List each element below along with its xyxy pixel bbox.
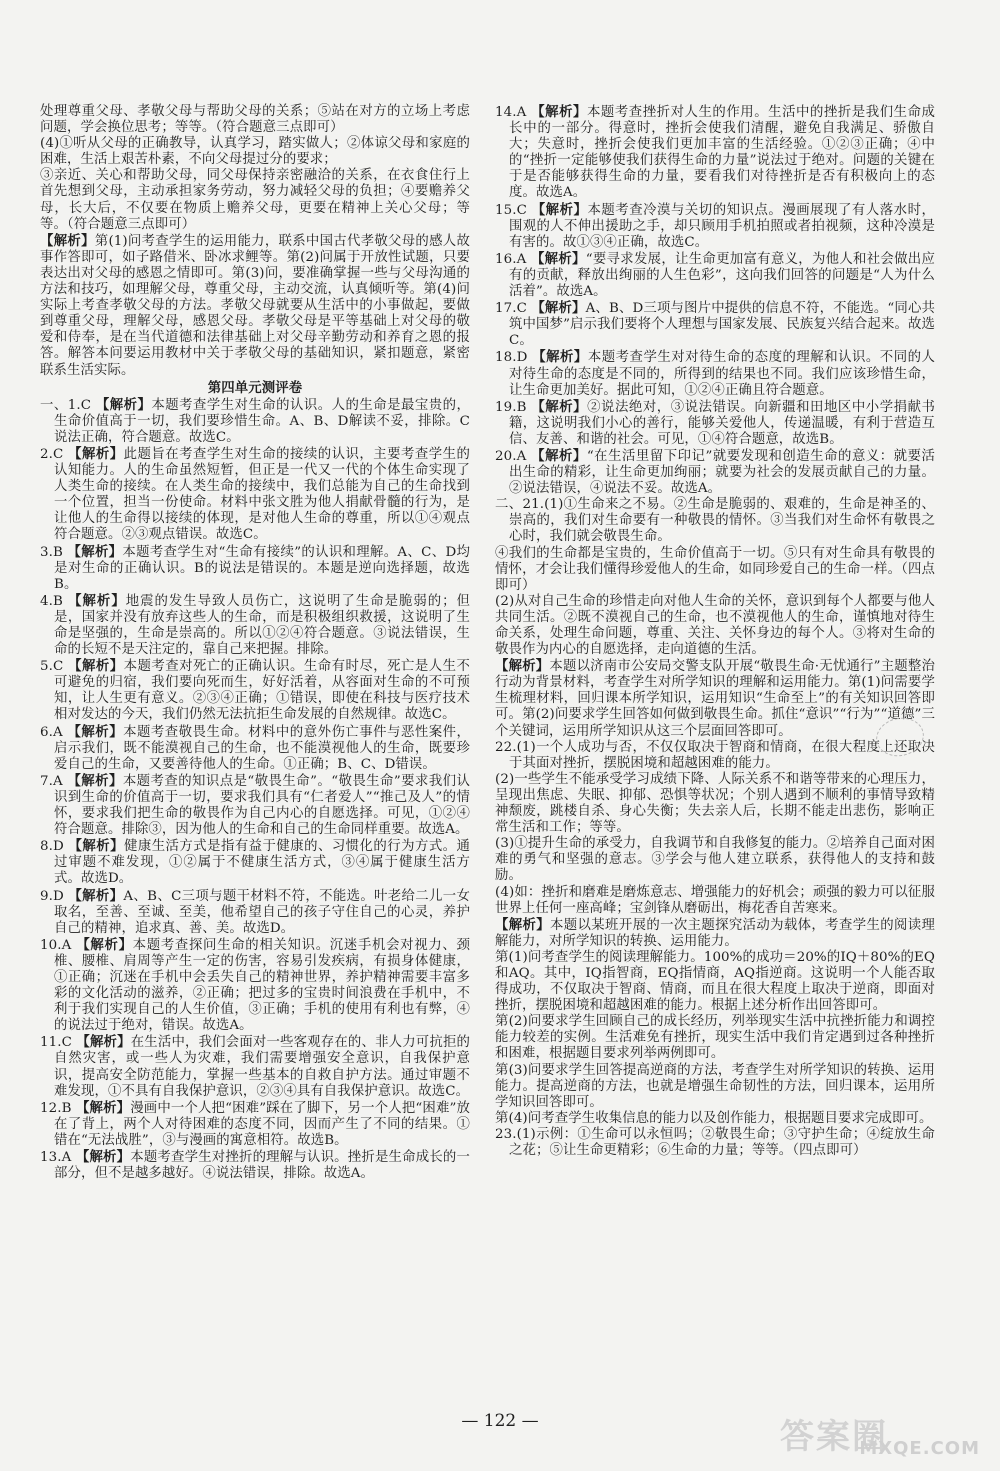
answer-number: 20.A — [495, 448, 527, 464]
answer-item — [40, 446, 470, 544]
answer-item — [495, 1127, 935, 1159]
analysis-tag: 【解析】 — [95, 396, 152, 413]
paragraph: ④我们的生命都是宝贵的，生命价值高于一切。⑤只有对生命具有敬畏的情怀，才会让我们懂得珍爱他人的生命，如同珍爱自己的生命一样。（四点即可） — [495, 545, 935, 593]
analysis-tag: 【解析】 — [531, 447, 587, 464]
answer-number: 22. — [495, 739, 517, 755]
paragraph: 第(3)问要求学生回答提高逆商的方法，考查学生对所学知识的转换、运用能力。提高逆商的方法，也就是增强生命韧性的方法，回归课本，运用所学知识回答即可。 — [495, 1062, 935, 1110]
paragraph: ③亲近、关心和帮助父母，同父母保持亲密融洽的关系，在衣食住行上首先想到父母，主动承担家务劳动，努力减轻父母的负担；④要赡养父母，长大后，不仅要在物质上赡养父母，更要在精神上关心父母；等等。（符合题意三点即可） — [40, 168, 470, 232]
answer-item — [40, 724, 470, 773]
analysis-text: 本题以某班开展的一次主题探究活动为载体，考查学生的阅读理解能力，对所学知识的转换、运用能力。 — [495, 917, 935, 949]
answer-text: 在生活中，我们会面对一些客观存在的、非人力可抗拒的自然灾害，或一些人为灾难，我们需要增强安全意识，自我保护意识，提高安全防范能力，掌握一些基本的自救自护方法。通过审题不难发现，①不具有自我保护意识，②③④具有自我保护意识。故选C。 — [54, 1035, 471, 1099]
answer-item — [40, 838, 470, 887]
paragraph: (2)从对自己生命的珍惜走向对他人生命的关怀，意识到每个人都要与他人共同生活。②既不漠视自己的生命，也不漠视他人的生命，谨慎地对待生命关系，处理生命问题，尊重、关注、关怀身边的每个人。③将对生命的敬畏作为内心的自愿选择，走向道德的生活。 — [495, 593, 935, 658]
analysis-tag: 【解析】 — [531, 398, 588, 415]
answer-number: 18.D — [495, 350, 528, 366]
left-column — [40, 104, 470, 1182]
answer-item — [495, 251, 935, 300]
answer-number: 9.D — [40, 888, 64, 904]
analysis-tag: 【解析】 — [76, 936, 133, 953]
answer-item — [495, 399, 935, 448]
answer-text: 此题旨在考查学生对生命的接续的认识，主要考查学生的认知能力。人的生命虽然短暂，但正是一代又一代的个体生命实现了人类生命的接续。在人类生命的接续中，我们总能为自己的生命找到一个位置，担当一份使命。材料中张文胜为他人捐献骨髓的行为，是让他人的生命得以接续的体现，是对他人生命的尊重，所以①④观点符合题意。②③观点错误。故选C。 — [54, 446, 471, 543]
answer-item — [40, 773, 470, 838]
answer-text: 本题考查学生对“生命有接续”的认识和理解。A、C、D均是对生命的正确认识。B的说法是错误的。本题是逆向选择题，故选B。 — [54, 544, 471, 592]
analysis-tag: 【解析】 — [75, 1099, 131, 1116]
answer-number: 17.C — [495, 301, 527, 317]
answer-item — [40, 658, 470, 723]
answer-text: 本题考查的知识点是“敬畏生命”。“敬畏生命”要求我们认识到生命的价值高于一切，要求我们具有“仁者爱人”“推己及人”的情怀，要求我们把生命的敬畏作为自己内心的自愿选择。可见，①②④符合题意。排除③，因为他人的生命和自己的生命同样重要。故选A。 — [54, 773, 471, 838]
analysis-text: 第(1)问考查学生的运用能力，联系中国古代孝敬父母的感人故事作答即可，如子路借米、卧冰求鲤等。第(2)问属于开放性试题，只要表达出对父母的感恩之情即可。第(3)问，要准确掌握一些与父母沟通的方法和技巧，如理解父母，尊重父母，主动交流，认真倾听等。第(4)问实际上考查孝敬父母的方法。孝敬父母就要从生活中的小事做起，要做到尊重父母，理解父母，感恩父母。孝敬父母是平等基础上对父母的敬爱和侍奉，是在当代道德和法律基础上对父母辛勤劳动和养育之恩的报答。解答本问要运用教材中关于孝敬父母的基础知识，紧扣题意，紧密联系生活实际。 — [40, 233, 470, 378]
analysis-paragraph — [40, 233, 470, 379]
right-column — [495, 104, 935, 1159]
answer-item — [495, 104, 935, 202]
answer-text: (1)示例：①生命可以永恒吗；②敬畏生命；③守护生命；④绽放生命之花；⑤让生命更精彩；⑥生命的力量；等等。（四点即可） — [509, 1126, 935, 1158]
answer-text: 本题考查冷漠与关切的知识点。漫画展现了有人落水时，围观的人不伸出援助之手，却只顾用手机拍照或者拍视频，这种冷漠是有害的。故①③④正确，故选C。 — [509, 202, 936, 250]
answer-number: 13.A — [40, 1150, 72, 1165]
section-title: 第四单元测评卷 — [207, 379, 303, 396]
answer-number: 19.B — [495, 399, 527, 415]
analysis-tag: 【解析】 — [67, 723, 124, 740]
answer-number: 16.A — [495, 251, 527, 267]
answer-item — [40, 1149, 470, 1182]
paragraph: 第(4)问考查学生收集信息的能力以及创作能力，根据题目要求完成即可。 — [495, 1110, 933, 1126]
analysis-tag: 【解析】 — [68, 838, 124, 855]
answer-item — [495, 740, 935, 772]
analysis-tag: 【解析】 — [68, 445, 124, 462]
analysis-tag: 【解析】 — [68, 592, 126, 609]
answer-text: 漫画中一个人把“困难”踩在了脚下，另一个人把“困难”放在了背上，两个人对待困难的态度不同，因而产生了不同的结果。①错在“无法战胜”，③与漫画的寓意相符。故选B。 — [54, 1100, 471, 1148]
answer-item — [40, 544, 470, 593]
answer-text: “在生活里留下印记”就要发现和创造生命的意义：就要活出生命的精彩，让生命更加绚丽；就要为社会的发展贡献自己的力量。②说法错误，④说法不妥。故选A。 — [509, 448, 935, 497]
analysis-tag: 【解析】 — [531, 104, 587, 120]
answer-item — [495, 300, 935, 349]
answer-text: A、B、C三项与题干材料不符，不能选。叶老给二儿一女取名，至善、至诚、至美，他希望自己的孩子守住自己的心灵，养护自己的精神，追求真、善、美。故选D。 — [54, 888, 470, 936]
answer-number: 6.A — [40, 724, 63, 740]
answer-item — [495, 448, 935, 497]
answer-number: 2.C — [40, 446, 64, 462]
paragraph: (4)①听从父母的正确教导，认真学习，踏实做人；②体谅父母和家庭的困难，生活上艰苦朴素，不向父母提过分的要求； — [40, 136, 470, 168]
analysis-tag: 【解析】 — [495, 658, 550, 675]
analysis-text: 本题以济南市公安局交警支队开展“敬畏生命·无忧通行”主题整治行动为背景材料，考查学生对所学知识的理解和运用能力。第(1)问需要学生梳理材料，回归课本所学知识，运用知识“生命至上”的有关知识回答即可。第(2)问要求学生回答如何做到敬畏生命。抓住“意识”“行为”“道德”三个关键词，运用所学知识从这三个层面回答即可。 — [495, 659, 935, 739]
analysis-tag: 【解析】 — [75, 1149, 131, 1165]
analysis-tag: 【解析】 — [40, 232, 95, 249]
analysis-tag: 【解析】 — [68, 658, 124, 675]
watermark — [780, 1409, 980, 1459]
answer-number: 11.C — [40, 1035, 72, 1051]
answer-text: A、B、D三项与图片中提供的信息不符，不能选。“同心共筑中国梦”启示我们要将个人理想与国家发展、民族复兴结合起来。故选C。 — [509, 301, 935, 349]
answer-text: 本题考查学生对挫折的理解与认识。挫折是生命成长的一部分，但不是越多越好。④说法错误，排除。故选A。 — [54, 1150, 471, 1182]
answer-number: 15.C — [495, 202, 527, 218]
analysis-tag: 【解析】 — [495, 916, 551, 933]
paragraph: (3)①提升生命的承受力，自我调节和自我修复的能力。②培养自己面对困难的勇气和坚强的意志。③学会与他人建立联系，获得他人的支持和鼓励。 — [495, 836, 935, 884]
answer-text: 本题考查对死亡的正确认识。生命有时尽，死亡是人生不可避免的归宿，我们要向死而生，好好活着，从容面对生命的不可预知，让人生更有意义。②③④正确；①错误，即使在科技与医疗技术相对发达的今天，我们仍然无法抗拒生命发展的自然规律。故选C。 — [54, 659, 471, 723]
answer-text: (1)①生命来之不易。②生命是脆弱的、艰难的，生命是神圣的、崇高的，我们对生命要有一种敬畏的情怀。③当我们对生命怀有敬畏之心时，我们就会敬畏生命。 — [509, 497, 935, 545]
answer-number: 7.A — [40, 773, 63, 789]
answer-text: 本题考查探问生命的相关知识。沉迷手机会对视力、颈椎、腰椎、肩周等产生一定的伤害，容易引发疾病，有损身体健康，①正确；沉迷在手机中会丢失自己的精神世界，养护精神需要丰富多彩的文化活动的滋养，②正确；把过多的宝贵时间浪费在手机中，不利于我们实现自己的人生价值，③正确；手机的使用有利也有弊，④的说法过于绝对，错误。故选A。 — [54, 937, 470, 1034]
analysis-tag: 【解析】 — [76, 1034, 131, 1051]
paragraph: 第(2)问要求学生回顾自己的成长经历，列举现实生活中抗挫折能力和调控能力较差的实例。生活难免有挫折，现实生活中我们肯定遇到过各种挫折和困难，根据题目要求列举两例即可。 — [495, 1014, 935, 1062]
answer-item — [495, 497, 935, 545]
watermark-url: MXQE.COM — [859, 1438, 980, 1459]
answer-text: 健康生活方式是指有益于健康的、习惯化的行为方式。通过审题不难发现，①②属于不健康生活方式，③④属于健康生活方式。故选D。 — [54, 839, 471, 887]
analysis-tag: 【解析】 — [531, 300, 586, 317]
analysis-tag: 【解析】 — [67, 772, 123, 789]
analysis-tag: 【解析】 — [531, 201, 588, 218]
answer-text: 地震的发生导致人员伤亡，这说明了生命是脆弱的；但是，国家并没有放弃这些人的生命，而是积极组织救援，这说明了生命是坚强的，生命是崇高的。所以①②④符合题意。③说法错误，生命的长短不是天注定的，靠自己来把握。排除。 — [54, 593, 470, 658]
answer-item — [40, 593, 470, 658]
paragraph: 处理尊重父母、孝敬父母与帮助父母的关系；⑤站在对方的立场上考虑问题，学会换位思考；等等。（符合题意三点即可） — [40, 104, 470, 136]
paragraph: (4)如：挫折和磨难是磨炼意志、增强能力的好机会；顽强的毅力可以征服世界上任何一座高峰；宝剑锋从磨砺出，梅花香自苦寒来。 — [495, 884, 935, 916]
answer-number: 二、21. — [495, 497, 545, 513]
paragraph: (2)一些学生不能承受学习成绩下降、人际关系不和谐等带来的心理压力，呈现出焦虑、失眠、抑郁、恐惧等状况；个别人遇到不顺利的事情导致精神颓废，跳楼自杀、身心失衡；失去亲人后，长期不能走出悲伤，影响正常生活和工作；等等。 — [495, 771, 935, 836]
answer-number: 5.C — [40, 659, 64, 675]
answer-number: 一、1.C — [40, 397, 92, 413]
analysis-tag: 【解析】 — [532, 349, 588, 366]
answer-item — [40, 1034, 470, 1099]
answer-text: 本题考查挫折对人生的作用。生活中的挫折是我们生命成长中的一部分。得意时，挫折会使我们清醒，避免自我满足、骄傲自大；失意时，挫折会使我们更加丰富的生活经验。①②③正确；④中的“挫折一定能够使我们获得生命的力量”说法过于绝对。问题的关键在于是否能够获得生命的力量，要看我们对待挫折是否有积极向上的态度。故选A。 — [509, 105, 936, 201]
answer-number: 23. — [495, 1126, 517, 1142]
analysis-tag: 【解析】 — [68, 887, 124, 904]
answer-number: 3.B — [40, 544, 63, 560]
answer-item — [40, 1100, 470, 1149]
analysis-paragraph — [495, 917, 935, 950]
answer-number: 8.D — [40, 839, 64, 855]
answer-number: 10.A — [40, 937, 72, 953]
analysis-paragraph — [495, 658, 935, 739]
answer-number: 12.B — [40, 1100, 72, 1116]
answer-text: 本题考查学生对生命的认识。人的生命是最宝贵的，生命价值高于一切，我们要珍惜生命。A、B、D解读不妥，排除。C说法正确，符合题意。故选C。 — [54, 397, 471, 445]
answer-number: 4.B — [40, 593, 63, 609]
page-number: — 122 — — [461, 1411, 539, 1431]
answer-item — [40, 937, 470, 1035]
analysis-tag: 【解析】 — [530, 250, 586, 267]
analysis-tag: 【解析】 — [67, 543, 123, 560]
answer-text: “要寻求发展，让生命更加富有意义，为他人和社会做出应有的贡献，释放出绚丽的人生色彩”，这向我们回答的问题是“人为什么活着”。故选A。 — [509, 251, 935, 300]
answer-item — [495, 202, 935, 251]
answer-number: 14.A — [495, 105, 527, 120]
answer-text: (1)一个人成功与否，不仅仅取决于智商和情商，在很大程度上还取决于其面对挫折，摆脱困境和超越困难的能力。 — [509, 739, 935, 771]
answer-item — [40, 397, 470, 446]
watermark-text: 答案圈 — [780, 1417, 888, 1457]
answer-item — [40, 888, 470, 937]
answer-text: 本题考查学生对对待生命的态度的理解和认识。不同的人对待生命的态度是不同的，所得到的结果也不同。我们应该珍惜生命，让生命更加美好。据此可知，①②④正确且符合题意。 — [509, 350, 936, 398]
answer-text: 本题考查敬畏生命。材料中的意外伤亡事件与恶性案件，启示我们，既不能漠视自己的生命，也不能漠视他人的生命，既要珍爱自己的生命，又要善待他人的生命。①正确；B、C、D错误。 — [54, 724, 471, 772]
answer-text: ②说法绝对，③说法错误。向新疆和田地区中小学捐献书籍，这说明我们小心的善行，能够关爱他人，传递温暖，有利于营造互信、友善、和谐的社会。可见，①④符合题意，故选B。 — [509, 399, 936, 447]
paragraph: 第(1)问考查学生的阅读理解能力。100%的成功＝20%的IQ＋80%的EQ和AQ。其中，IQ指智商，EQ指情商，AQ指逆商。这说明一个人能否取得成功，不仅取决于智商、情商，而且在很大程度上取决于逆商，即面对挫折，摆脱困境和超越困难的能力。根据上述分析作出回答即可。 — [495, 949, 935, 1014]
answer-item — [495, 349, 935, 398]
